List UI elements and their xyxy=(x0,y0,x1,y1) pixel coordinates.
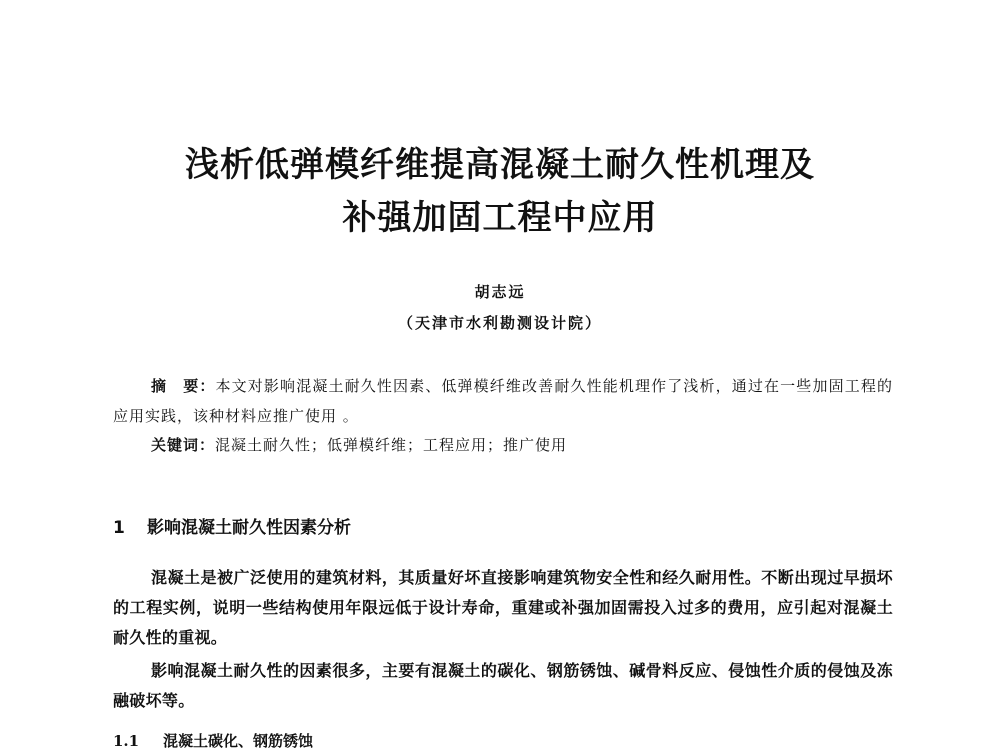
section-heading xyxy=(113,516,351,540)
author-affiliation: （天津市水利勘测设计院） xyxy=(397,314,602,332)
keywords xyxy=(151,434,891,456)
keywords-text: 混凝土耐久性；低弹模纤维；工程应用；推广使用 xyxy=(215,436,568,454)
abstract-text: 本文对影响混凝土耐久性因素、低弹模纤维改善耐久性能机理作了浅析，通过在一些加固工程的应用实践，该种材料应推广使用 。 xyxy=(113,377,893,425)
subsection-heading xyxy=(113,730,313,752)
section-title: 影响混凝土耐久性因素分析 xyxy=(147,518,351,538)
section-number: 1 xyxy=(113,518,125,538)
keywords-label: 关键词： xyxy=(151,436,216,454)
body-paragraph: 影响混凝土耐久性的因素很多，主要有混凝土的碳化、钢筋锈蚀、碱骨料反应、侵蚀性介质的侵蚀及冻融破坏等。 xyxy=(113,661,893,710)
body-paragraph: 混凝土是被广泛使用的建筑材料，其质量好坏直接影响建筑物安全性和经久耐用性。不断出现过早损坏的工程实例，说明一些结构使用年限远低于设计寿命，重建或补强加固需投入过多的费用，应引起对混凝土耐久性的重视。 xyxy=(113,568,893,647)
subsection-number: 1.1 xyxy=(113,732,140,750)
author-name: 胡志远 xyxy=(474,283,526,301)
subsection-title: 混凝土碳化、钢筋锈蚀 xyxy=(163,732,314,750)
paper-title-line-1: 浅析低弹模纤维提高混凝土耐久性机理及 xyxy=(185,145,815,185)
abstract xyxy=(113,371,893,431)
paper-title-line-2: 补强加固工程中应用 xyxy=(342,198,658,238)
abstract-label: 摘 要： xyxy=(151,377,216,395)
